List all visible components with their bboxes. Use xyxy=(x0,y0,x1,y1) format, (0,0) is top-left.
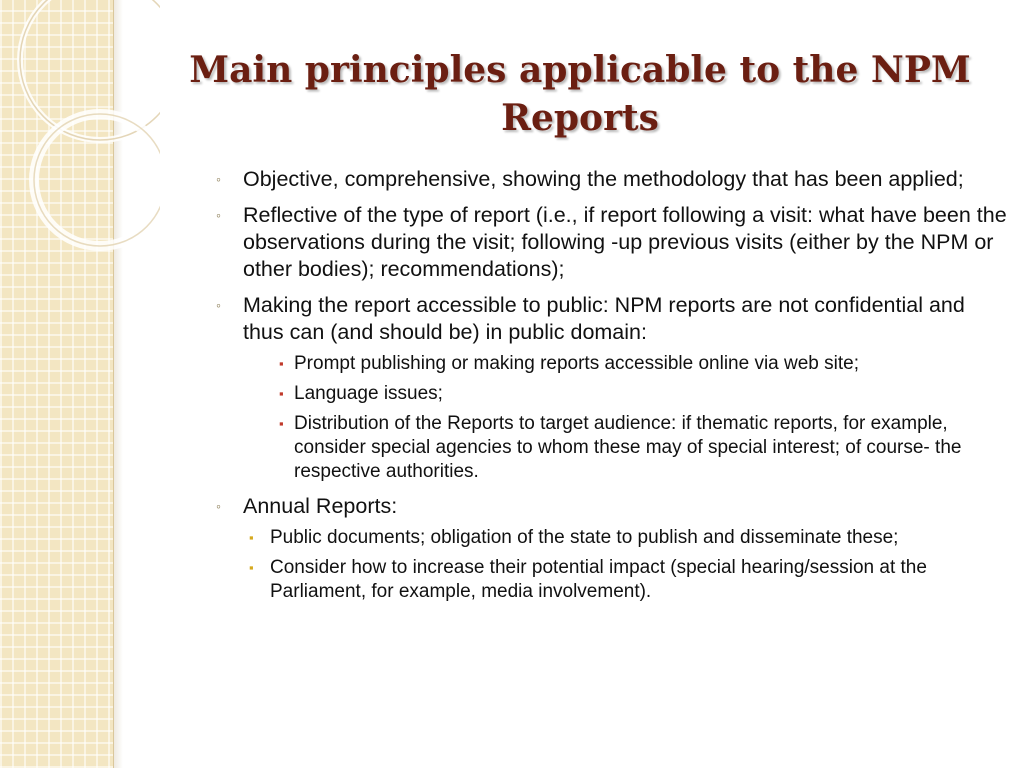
sub-bullet-list xyxy=(243,526,1008,604)
bullet-item xyxy=(208,292,1008,484)
sub-bullet-text: Prompt publishing or making reports accessible online via web site; xyxy=(294,353,859,374)
bullet-item xyxy=(208,202,1008,283)
bullet-list xyxy=(208,166,1008,604)
sub-bullet-item xyxy=(243,352,1008,376)
slide-title: Main principles applicable to the NPM Reports xyxy=(189,49,971,139)
sub-bullet-item xyxy=(243,526,1008,550)
dot-bullet-icon: ▪ xyxy=(279,356,284,371)
sub-bullet-text: Language issues; xyxy=(294,383,443,404)
decorative-rings-icon xyxy=(0,0,160,260)
ring-bullet-icon: ◦ xyxy=(216,297,221,313)
bullet-text: Objective, comprehensive, showing the methodology that has been applied; xyxy=(243,167,964,191)
sub-bullet-text: Distribution of the Reports to target audience: if thematic reports, for example, consider special agencies to whom these may of special interest; of course- the respective authorities. xyxy=(294,413,962,482)
ring-bullet-icon: ◦ xyxy=(216,498,221,514)
bullet-text: Annual Reports: xyxy=(243,494,398,518)
dot-bullet-icon: ▪ xyxy=(279,416,284,431)
sub-bullet-text: Consider how to increase their potential impact (special hearing/session at the Parliament, for example, media involvement). xyxy=(270,557,927,602)
dot-bullet-icon: ▪ xyxy=(249,530,254,545)
sub-bullet-text: Public documents; obligation of the state to publish and disseminate these; xyxy=(270,527,899,548)
ring-bullet-icon: ◦ xyxy=(216,171,221,187)
sub-bullet-item xyxy=(243,412,1008,484)
sub-bullet-list xyxy=(243,352,1008,484)
bullet-item xyxy=(208,493,1008,604)
ring-bullet-icon: ◦ xyxy=(216,207,221,223)
slide-content xyxy=(208,166,1008,613)
bullet-text: Making the report accessible to public: NPM reports are not confidential and thus can (and should be) in public domain: xyxy=(243,293,965,344)
dot-bullet-icon: ▪ xyxy=(249,560,254,575)
bullet-item xyxy=(208,166,1008,193)
sub-bullet-item xyxy=(243,382,1008,406)
bullet-text: Reflective of the type of report (i.e., if report following a visit: what have been the observations during the visit; following -up previous visits (either by the NPM or other bodies); recommendations); xyxy=(243,203,1007,281)
sub-bullet-item xyxy=(243,556,1008,604)
dot-bullet-icon: ▪ xyxy=(279,386,284,401)
